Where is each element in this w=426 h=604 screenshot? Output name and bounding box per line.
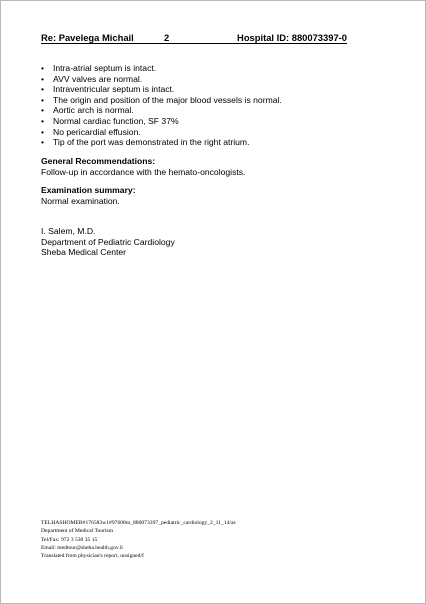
hospital-id: Hospital ID: 880073397-0 — [237, 32, 347, 43]
footer-email: Email: medtour@sheba.health.gov.il — [41, 544, 123, 551]
list-item: • Intra-atrial septum is intact. — [41, 63, 157, 73]
footer-reference: TELHASHOMER#176583w1#97608m_880073397_pediatric_cardiology_2_11_14/as — [41, 520, 236, 526]
list-item: • Tip of the port was demonstrated in the right atrium. — [41, 137, 250, 148]
findings-list — [41, 63, 282, 148]
bullet-icon: • — [41, 137, 45, 148]
bullet-icon: • — [41, 126, 45, 137]
medical-center-name: Sheba Medical Center — [41, 247, 127, 258]
page-header — [41, 32, 347, 44]
bullet-icon: • — [41, 63, 45, 73]
recommendations-text: Follow-up in accordance with the hemato-oncologists. — [41, 166, 246, 177]
list-item: • The origin and position of the major blood vessels is normal. — [41, 94, 282, 105]
footer-translation-note: Translated from physician's report, unsigned/f — [41, 553, 144, 560]
patient-reference: Re: Pavelega Michail — [41, 32, 134, 43]
signature-block — [41, 226, 175, 258]
bullet-icon: • — [41, 105, 45, 116]
list-item: • Aortic arch is normal. — [41, 105, 134, 116]
page-footer — [41, 519, 236, 560]
physician-name: I. Salem, M.D. — [41, 226, 96, 236]
list-item: • No pericardial effusion. — [41, 126, 141, 137]
summary-section — [41, 185, 136, 206]
list-item: • AVV valves are normal. — [41, 73, 143, 84]
bullet-icon: • — [41, 94, 45, 105]
recommendations-title: General Recommendations: — [41, 156, 156, 166]
page-number: 2 — [164, 32, 170, 43]
footer-department: Department of Medical Tourism — [41, 528, 114, 535]
summary-text: Normal examination. — [41, 195, 120, 206]
list-item: • Intraventricular septum is intact. — [41, 84, 175, 95]
department-name: Department of Pediatric Cardiology — [41, 236, 175, 247]
bullet-icon: • — [41, 84, 45, 95]
footer-phone: Tel/Fax: 972 3 530 35 15 — [41, 536, 98, 543]
bullet-icon: • — [41, 73, 45, 84]
recommendations-section — [41, 156, 245, 177]
bullet-icon: • — [41, 115, 45, 126]
list-item: • Normal cardiac function, SF 37% — [41, 115, 179, 126]
summary-title: Examination summary: — [41, 185, 136, 195]
